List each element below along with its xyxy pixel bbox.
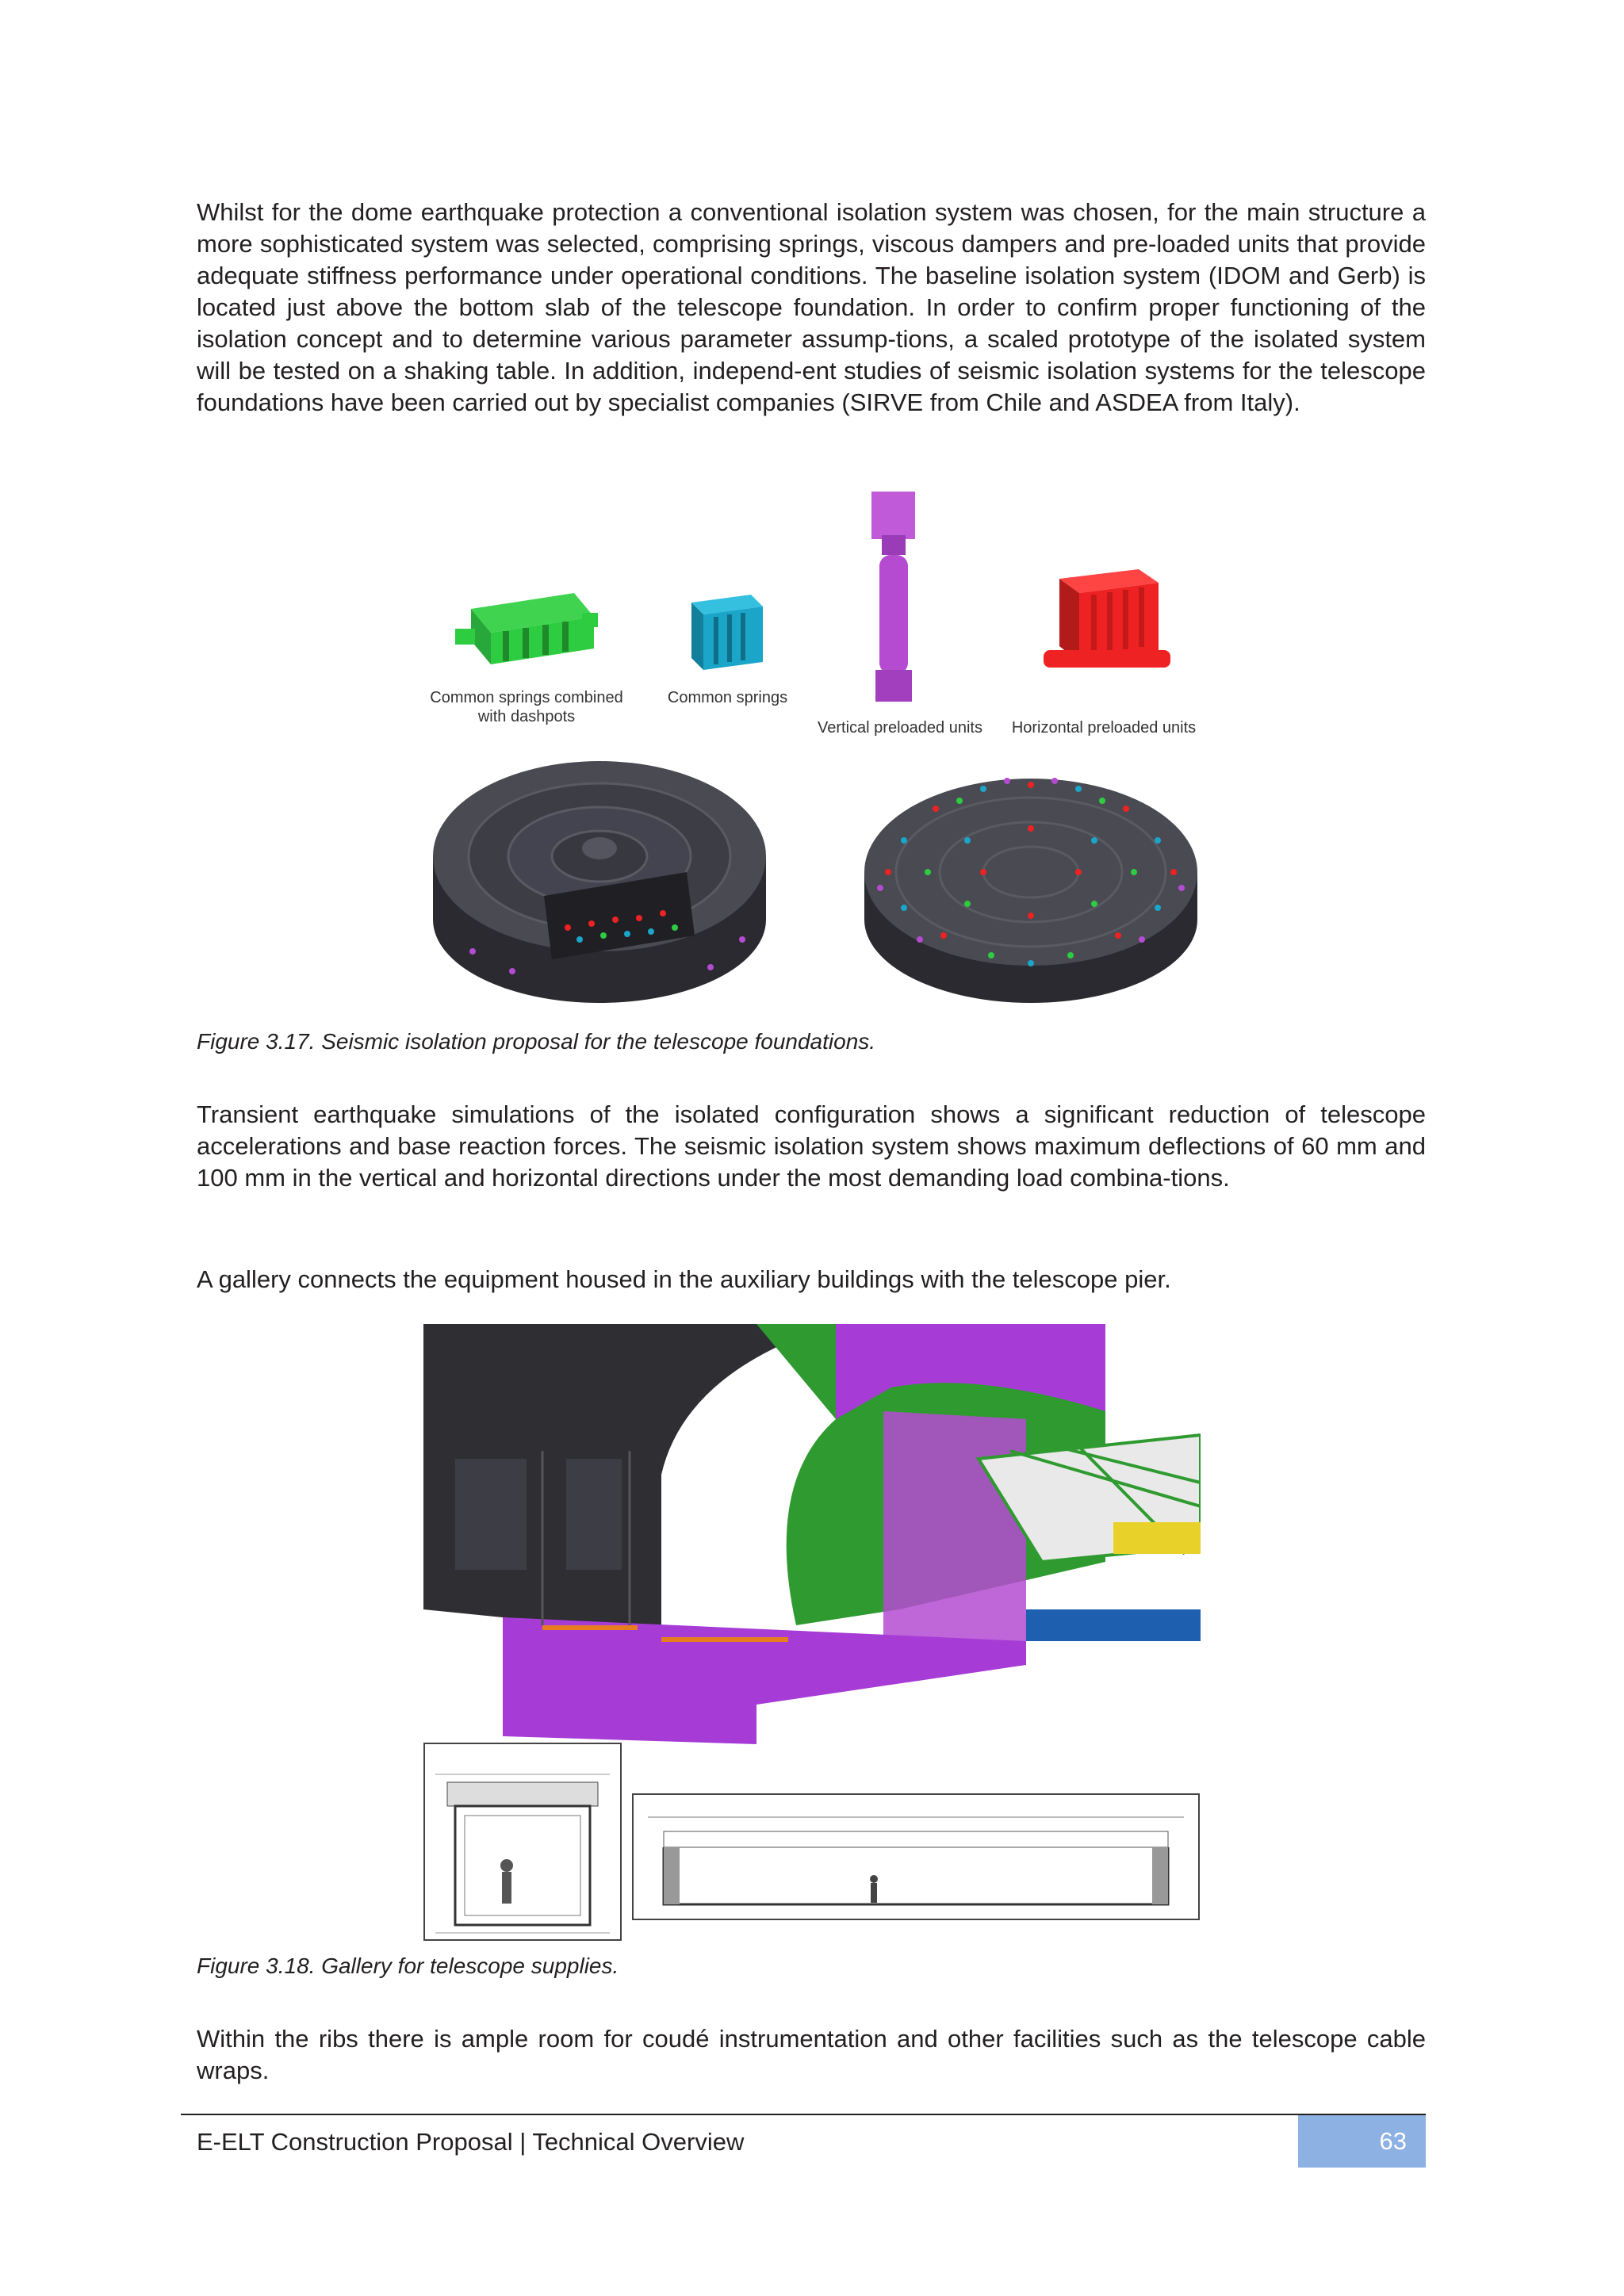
label-horizontal-units: Horizontal preloaded units	[1011, 719, 1197, 737]
isolator-cyan-springs	[684, 587, 771, 674]
paragraph-isolation-system: Whilst for the dome earthquake protection a conventional isolation system was chosen, for the main structure a more sophisticated system was selected, comprising springs, viscous dampers and pre-loaded units that provide adequate stiffness performance under operational conditions. The baseline isolation system (IDOM and Gerb) is located just above the bottom slab of the telescope foundation. In order to confirm proper functioning of the isolation concept and to determine various parameter assump-tions, a scaled prototype of the isolated system will be tested on a shaking table. In addition, independ-ent studies of seismic isolation systems for the telescope foundations have been carried out by specialist companies (SIRVE from Chile and ASDEA from Italy).	[197, 198, 1426, 416]
foundation-isometric-closed	[425, 737, 774, 1011]
gallery-longitudinal-drawing	[632, 1793, 1200, 1920]
isolator-magenta-vertical	[868, 492, 923, 706]
isolator-green-springs-dashpots	[455, 585, 598, 672]
isolator-red-horizontal	[1044, 563, 1170, 682]
figure-caption-3-18: Figure 3.18. Gallery for telescope supplies.	[197, 1954, 619, 1978]
footer-rule	[181, 2114, 1426, 2115]
footer-title: E-ELT Construction Proposal | Technical Overview	[197, 2128, 745, 2156]
foundation-isometric-isolators	[856, 753, 1205, 1015]
gallery-3d-render	[423, 1324, 1201, 1754]
figure-caption-3-17: Figure 3.17. Seismic isolation proposal for the telescope foundations.	[197, 1029, 876, 1054]
page-number: 63	[1298, 2115, 1426, 2168]
label-vertical-units: Vertical preloaded units	[818, 719, 982, 737]
paragraph-gallery: A gallery connects the equipment housed in the auxiliary buildings with the telescope pier.	[197, 1265, 1171, 1293]
paragraph-ribs: Within the ribs there is ample room for coudé instrumentation and other facilities such as the telescope cable wraps.	[197, 2025, 1426, 2084]
label-common-springs: Common springs	[667, 689, 788, 706]
label-springs-dashpots: Common springs combined with dashpots	[430, 689, 623, 725]
gallery-section-drawing-left	[423, 1743, 622, 1941]
paragraph-earthquake-simulations: Transient earthquake simulations of the isolated configuration shows a significant reduction of telescope accelerations and base reaction forces. The seismic isolation system shows maximum deflections of 60 mm and 100 mm in the vertical and horizontal directions under the most demanding load combina-tions.	[197, 1100, 1426, 1192]
